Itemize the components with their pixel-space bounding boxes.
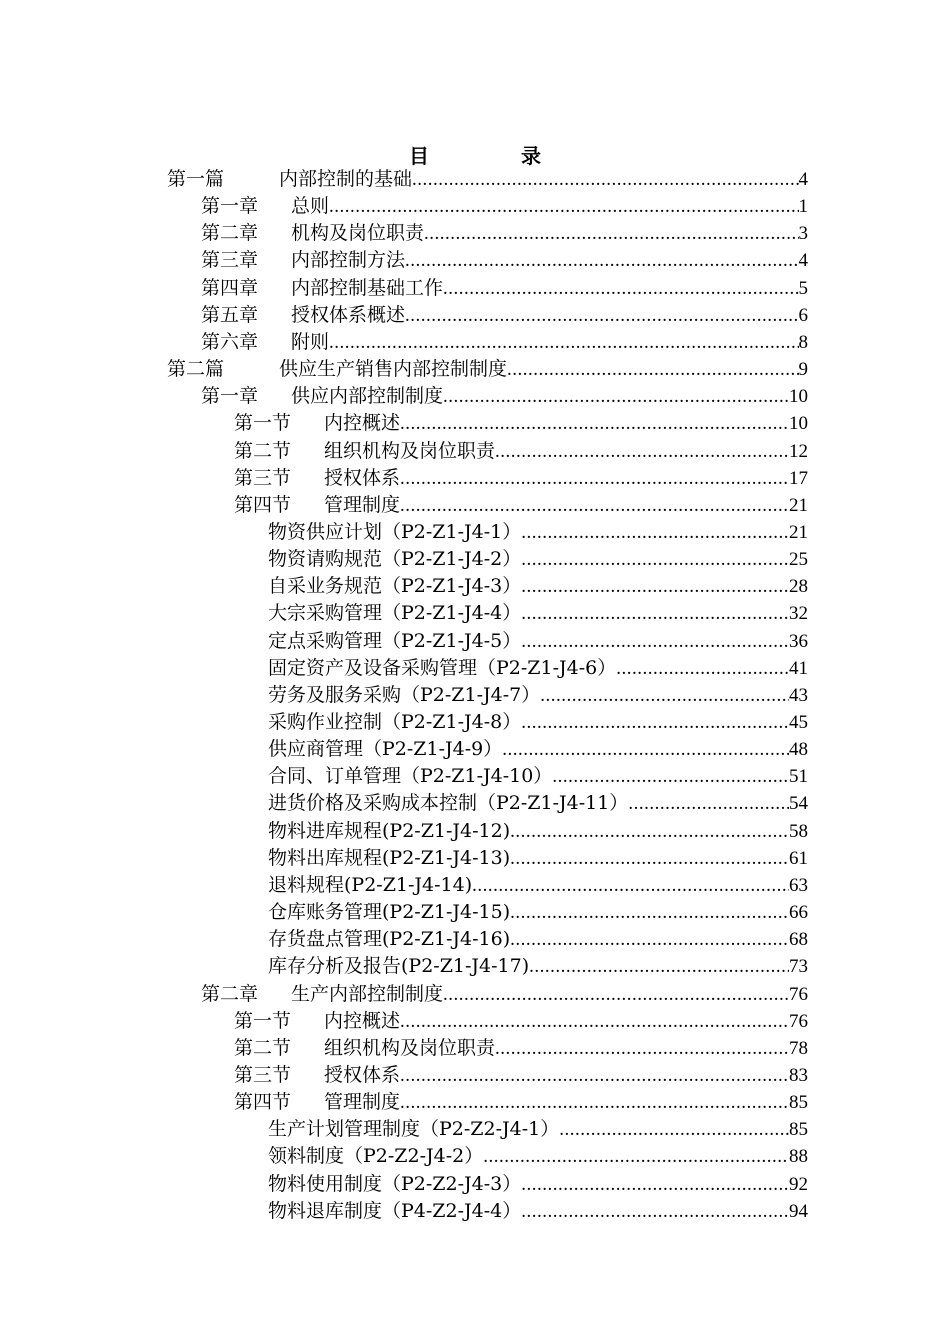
toc-entry-title: 库存分析及报告(P2-Z1-J4-17) [268,955,530,978]
toc-entry-title: 供应商管理（P2-Z1-J4-9） [268,738,503,761]
toc-dot-leader [495,1035,789,1062]
toc-dot-leader [443,383,789,410]
toc-dot-leader [559,1116,789,1143]
toc-entry-label [201,275,443,302]
toc-entry[interactable] [268,709,808,736]
toc-entry-label [268,600,521,627]
toc-entry[interactable] [234,1089,808,1116]
toc-entry[interactable] [201,981,808,1008]
toc-entry[interactable] [234,438,808,465]
toc-entry-number: 第三节 [234,466,292,489]
toc-entry-title: 组织机构及岗位职责 [324,1036,496,1059]
toc-entry[interactable] [201,247,808,274]
toc-page-number: 21 [789,521,808,543]
toc-dot-leader [502,736,789,763]
toc-entry-title: 附则 [291,330,330,353]
toc-entry-label [268,790,628,817]
toc-dot-leader [329,193,798,220]
toc-entry-number: 第一篇 [167,168,225,190]
toc-dot-leader [400,465,789,492]
toc-entry[interactable] [167,356,808,383]
toc-dot-leader [400,410,789,437]
toc-dot-leader [400,1008,789,1035]
toc-dot-leader [521,628,789,655]
toc-entry-label [234,410,400,437]
toc-entry-label [268,872,472,899]
toc-page-number: 58 [789,820,808,842]
toc-dot-leader [472,872,789,899]
toc-entry-label [268,736,502,763]
toc-entry-label [268,1143,483,1170]
toc-entry-number: 第一节 [234,412,292,435]
toc-dot-leader [443,275,798,302]
toc-page-number: 8 [798,331,808,353]
toc-entry-title: 劳务及服务采购（P2-Z1-J4-7） [268,683,541,706]
toc-entry-title: 内部控制的基础 [279,168,413,190]
toc-entry[interactable] [234,492,808,519]
toc-entry-title: 组织机构及岗位职责 [324,439,496,462]
toc-entry[interactable] [268,926,808,953]
toc-page-number: 73 [789,956,808,978]
toc-entry-title: 进货价格及采购成本控制（P2-Z1-J4-11） [268,792,629,815]
toc-entry-title: 物料出库规程(P2-Z1-J4-13) [268,846,511,869]
toc-entry-number: 第二篇 [167,358,225,381]
toc-page-number: 63 [789,874,808,896]
toc-entry-label [201,247,405,274]
toc-entry[interactable] [268,845,808,872]
toc-page-number: 85 [789,1119,808,1141]
toc-entry[interactable] [268,573,808,600]
toc-page-number: 61 [789,847,808,869]
toc-entry-title: 物资请购规范（P2-Z1-J4-2） [268,548,522,571]
toc-page-number: 66 [789,902,808,924]
toc-entry[interactable] [268,1116,808,1143]
toc-page-number: 6 [798,304,808,326]
toc-entry-number: 第四章 [201,276,259,299]
toc-entry-label [201,302,405,329]
toc-entry-number: 第一章 [201,195,259,218]
toc-entry-number: 第二章 [201,982,259,1005]
toc-entry-label [268,845,510,872]
toc-entry-title: 授权体系概述 [291,303,406,326]
toc-entry-title: 机构及岗位职责 [291,222,425,245]
toc-page-number: 10 [789,386,808,408]
toc-page-number: 28 [789,576,808,598]
toc-entry-title: 生产计划管理制度（P2-Z2-J4-1） [268,1118,560,1141]
toc-entry[interactable] [268,655,808,682]
toc-dot-leader [412,166,798,193]
toc-entry-title: 物资供应计划（P2-Z1-J4-1） [268,520,522,543]
toc-page-number: 76 [789,1010,808,1032]
toc-entry-label [268,519,521,546]
toc-entry-title: 内控概述 [324,1009,401,1032]
toc-entry[interactable] [201,329,808,356]
toc-entry-label [268,682,540,709]
toc-dot-leader [405,302,798,329]
toc-entry[interactable] [234,465,808,492]
toc-entry-label [234,465,400,492]
toc-entry-title: 内部控制方法 [291,249,406,272]
toc-entry-label [268,763,552,790]
toc-entry-title: 内部控制基础工作 [291,276,444,299]
toc-page-number: 54 [789,793,808,815]
toc-entry-title: 管理制度 [324,1091,401,1114]
toc-entry[interactable] [268,1171,808,1198]
toc-entry[interactable] [268,763,808,790]
toc-entry-label [268,573,521,600]
toc-entry[interactable] [268,953,808,980]
toc-page-number: 17 [789,467,808,489]
toc-entry-title: 合同、订单管理（P2-Z1-J4-10） [268,765,553,788]
toc-dot-leader [400,1089,789,1116]
toc-entry-label [201,220,424,247]
toc-entry-label [234,492,400,519]
toc-entry-title: 采购作业控制（P2-Z1-J4-8） [268,711,522,733]
toc-entry[interactable] [234,410,808,437]
toc-entry-title: 授权体系 [324,1063,401,1086]
toc-entry-label [268,655,616,682]
toc-entry-title: 物料使用制度（P2-Z2-J4-3） [268,1172,522,1195]
toc-dot-leader [405,247,798,274]
toc-entry-title: 领料制度（P2-Z2-J4-2） [268,1145,484,1168]
toc-entry[interactable] [201,302,808,329]
toc-page-number: 25 [789,549,808,571]
toc-entry-number: 第四节 [234,1091,292,1114]
toc-entry-title: 定点采购管理（P2-Z1-J4-5） [268,629,522,652]
toc-dot-leader [510,818,789,845]
toc-dot-leader [424,220,798,247]
toc-page-number: 4 [798,169,808,190]
toc-page-number: 76 [789,983,808,1005]
toc-page-number: 32 [789,603,808,625]
toc-dot-leader [483,1143,789,1170]
toc-entry[interactable] [234,1008,808,1035]
toc-entry-label [167,166,412,193]
toc-entry-label [234,1062,400,1089]
toc-page-number: 85 [789,1092,808,1114]
toc-page-number: 78 [789,1037,808,1059]
toc-dot-leader [495,438,789,465]
toc-entry-label [268,546,521,573]
toc-entry[interactable] [268,1198,808,1225]
toc-entry-title: 大宗采购管理（P2-Z1-J4-4） [268,602,522,625]
toc-entry-title: 内控概述 [324,412,401,435]
toc-page-number: 92 [789,1173,808,1195]
toc-entry-label [268,899,510,926]
toc-dot-leader [521,573,789,600]
toc-entry-number: 第四节 [234,493,292,516]
toc-entry[interactable] [234,1035,808,1062]
toc-entry-title: 总则 [291,195,330,218]
toc-page-number: 36 [789,630,808,652]
toc-dot-leader [521,709,789,736]
toc-entry-title: 仓库账务管理(P2-Z1-J4-15) [268,901,511,924]
toc-entry-number: 第一节 [234,1009,292,1032]
toc-page-number: 83 [789,1064,808,1086]
toc-entry-label [201,981,443,1008]
toc-entry-number: 第六章 [201,330,259,353]
toc-entry-label [268,1198,521,1225]
toc-entry-label [268,1171,521,1198]
toc-entry-number: 第二章 [201,222,259,245]
toc-entry-number: 第二节 [234,439,292,462]
toc-dot-leader [510,845,789,872]
toc-dot-leader [552,763,789,790]
toc-dot-leader [521,546,789,573]
toc-entry[interactable] [268,628,808,655]
toc-page-number: 68 [789,929,808,951]
toc-entry[interactable] [201,383,808,410]
toc-entry-label [268,818,510,845]
toc-dot-leader [616,655,789,682]
toc-entry-title: 供应生产销售内部控制制度 [279,358,508,381]
toc-entry-label [268,926,510,953]
toc-page-number: 3 [798,223,808,245]
toc-entry[interactable] [268,519,808,546]
toc-page-number: 41 [789,657,808,679]
toc-entry[interactable] [167,166,808,193]
toc-entry-label [268,709,521,736]
toc-dot-leader [521,1198,789,1225]
toc-entry-number: 第五章 [201,303,259,326]
toc-entry[interactable] [268,736,808,763]
toc-entry-title: 物料退库制度（P4-Z2-J4-4） [268,1199,522,1222]
toc-page-number: 1 [798,196,808,218]
toc-page-number: 10 [789,413,808,435]
toc-entry-number: 第一章 [201,385,259,408]
toc-entry-label [234,1008,400,1035]
toc-entry[interactable] [201,220,808,247]
toc-dot-leader [521,519,789,546]
toc-dot-leader [510,926,789,953]
toc-dot-leader [400,492,789,519]
toc-entry-number: 第三章 [201,249,259,272]
toc-entry[interactable] [268,1143,808,1170]
toc-entry-title: 物料进库规程(P2-Z1-J4-12) [268,819,511,842]
toc-entry-title: 存货盘点管理(P2-Z1-J4-16) [268,928,511,951]
toc-page-number: 48 [789,739,808,761]
toc-entry[interactable] [234,1062,808,1089]
toc-page-number: 88 [789,1146,808,1168]
toc-entry-label [201,383,443,410]
toc-page-number: 12 [789,440,808,462]
toc-entry-label [167,356,507,383]
toc-entry[interactable] [268,899,808,926]
toc-entry[interactable] [268,682,808,709]
toc-entry-title: 退料规程(P2-Z1-J4-14) [268,873,473,896]
toc-entry-title: 固定资产及设备采购管理（P2-Z1-J4-6） [268,656,617,679]
toc-page-number: 4 [798,250,808,272]
toc-page-number: 21 [789,494,808,516]
toc-entry[interactable] [268,546,808,573]
toc-entry-number: 第二节 [234,1036,292,1059]
toc-entry[interactable] [268,818,808,845]
toc-page-number: 9 [798,359,808,381]
toc-dot-leader [507,356,798,383]
toc-entry-label [201,193,329,220]
toc-entry[interactable] [268,872,808,899]
toc-dot-leader [529,953,789,980]
toc-page-number: 43 [789,684,808,706]
toc-dot-leader [521,600,789,627]
toc-entry[interactable] [201,275,808,302]
toc-entry-title: 授权体系 [324,466,401,489]
toc-dot-leader [400,1062,789,1089]
toc-page-number: 5 [798,277,808,299]
toc-entry-title: 自采业务规范（P2-Z1-J4-3） [268,575,522,598]
toc-entry-title: 管理制度 [324,493,401,516]
toc-dot-leader [329,329,798,356]
toc-entry-label [234,1035,495,1062]
toc-entry[interactable] [268,790,808,817]
toc-page-number: 45 [789,712,808,733]
toc-entry-label [268,628,521,655]
toc-dot-leader [443,981,789,1008]
toc-dot-leader [521,1171,789,1198]
toc-dot-leader [540,682,789,709]
toc-entry-title: 生产内部控制制度 [291,982,444,1005]
toc-page-number: 94 [789,1200,808,1222]
toc-entry-label [268,1116,559,1143]
toc-dot-leader [628,790,789,817]
toc-title: 目 录 [409,144,577,168]
toc-entry-label [234,1089,400,1116]
toc-dot-leader [510,899,789,926]
toc-entry-label [201,329,329,356]
toc-entry-number: 第三节 [234,1063,292,1086]
toc-entry-label [268,953,529,980]
toc-entry-label [234,438,495,465]
toc-entry[interactable] [268,600,808,627]
toc-entry[interactable] [201,193,808,220]
toc-entry-title: 供应内部控制制度 [291,385,444,408]
toc-page-number: 51 [789,766,808,788]
